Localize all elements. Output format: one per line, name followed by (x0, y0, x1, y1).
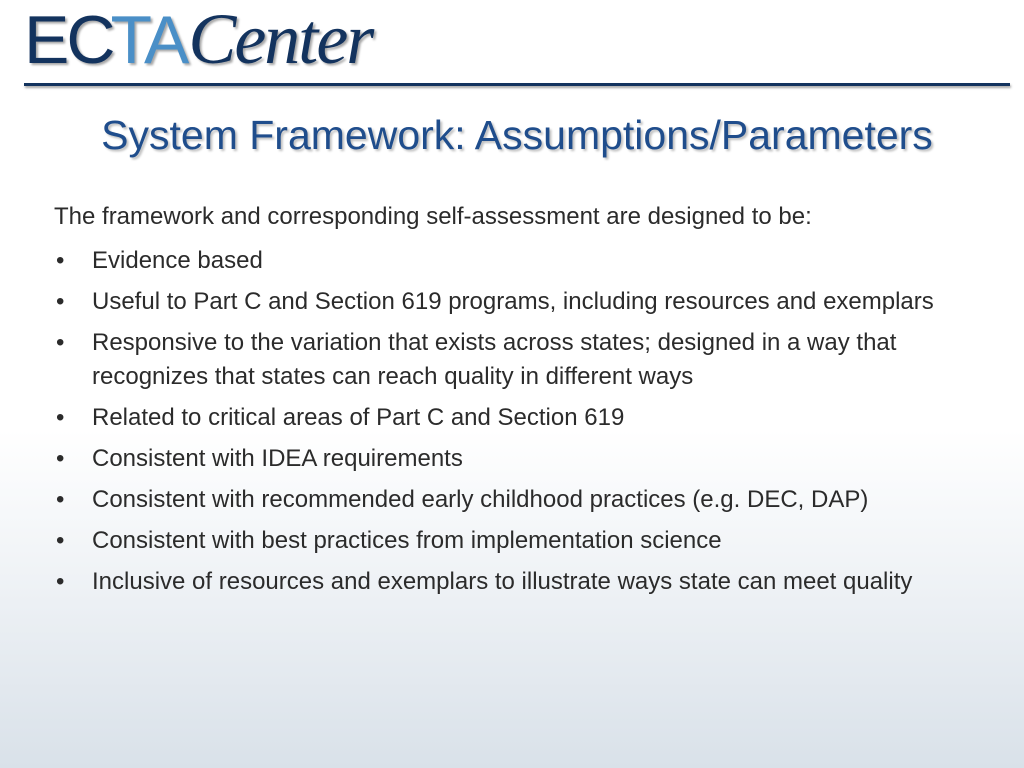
bullet-marker: • (56, 404, 65, 431)
bullet-item (54, 483, 974, 517)
logo-text-ta: TA (110, 2, 187, 78)
bullet-text: Related to critical areas of Part C and Section 619 (92, 404, 625, 431)
bullet-text: Consistent with best practices from implementation science (92, 527, 722, 554)
bullet-marker: • (56, 329, 65, 356)
header-divider (24, 83, 1010, 86)
bullet-marker: • (56, 568, 65, 595)
bullet-marker: • (56, 527, 65, 554)
bullet-list (54, 244, 974, 606)
bullet-text: Inclusive of resources and exemplars to illustrate ways state can meet quality (92, 568, 913, 595)
bullet-text: Consistent with recommended early childhood practices (e.g. DEC, DAP) (92, 486, 869, 513)
bullet-marker: • (56, 445, 65, 472)
bullet-marker: • (56, 486, 65, 513)
intro-text: The framework and corresponding self-assessment are designed to be: (54, 203, 812, 230)
bullet-item (54, 565, 974, 599)
ecta-center-logo (24, 0, 373, 79)
bullet-item (54, 285, 974, 319)
bullet-text: Evidence based (92, 247, 263, 274)
bullet-item (54, 326, 974, 394)
bullet-marker: • (56, 247, 65, 274)
slide-title: System Framework: Assumptions/Parameters (101, 112, 933, 158)
bullet-text: Responsive to the variation that exists across states; designed in a way that recognizes that states can reach quality in different ways (92, 329, 897, 390)
logo-text-ec: EC (24, 2, 113, 78)
bullet-marker: • (56, 288, 65, 315)
logo-text-center: Center (188, 0, 373, 79)
bullet-item (54, 442, 974, 476)
bullet-item (54, 524, 974, 558)
bullet-item (54, 401, 974, 435)
bullet-text: Useful to Part C and Section 619 programs, including resources and exemplars (92, 288, 934, 315)
bullet-item (54, 244, 974, 278)
bullet-text: Consistent with IDEA requirements (92, 445, 463, 472)
